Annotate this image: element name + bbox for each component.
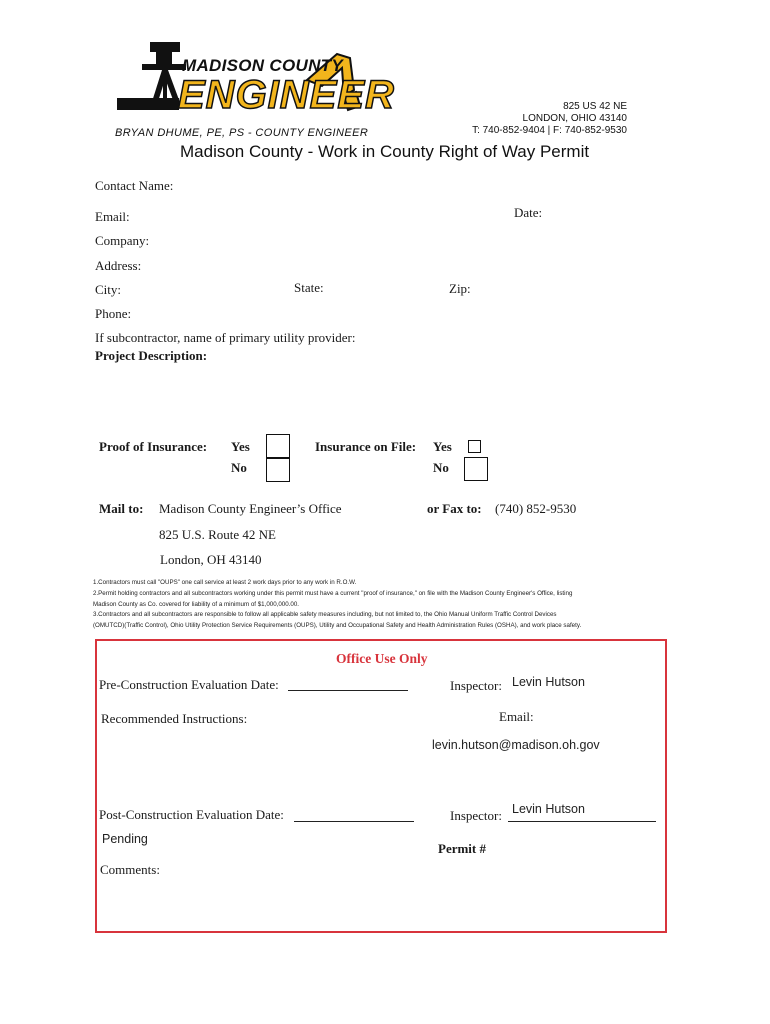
project-description-label: Project Description: bbox=[95, 348, 208, 363]
note-line: Madison County as Co. covered for liability of a minimum of $1,000,000.00. bbox=[93, 600, 300, 608]
note-line: (OMUTCD)(Traffic Control), Ohio Utility Protection Service Requirements (OUPS), Utility and Occupational Safety and Health Administration Rules (OSHA), and work place safety. bbox=[93, 622, 582, 630]
post-construction-date-line[interactable] bbox=[294, 821, 414, 822]
inspector-email[interactable]: levin.hutson@madison.oh.gov bbox=[432, 738, 600, 752]
inspector-label: Inspector: bbox=[450, 678, 502, 693]
permit-number-label: Permit # bbox=[438, 841, 487, 856]
pre-construction-date-line[interactable] bbox=[288, 690, 408, 691]
address-label: Address: bbox=[95, 258, 142, 273]
proof-of-insurance-label: Proof of Insurance: bbox=[99, 439, 208, 454]
office-use-title: Office Use Only bbox=[336, 651, 428, 666]
zip-label: Zip: bbox=[449, 281, 471, 296]
proof-no-checkbox[interactable] bbox=[266, 458, 290, 482]
comments-label: Comments: bbox=[100, 862, 160, 877]
proof-yes-checkbox[interactable] bbox=[266, 434, 290, 458]
phone-fax: T: 740-852-9404 | F: 740-852-9530 bbox=[472, 125, 627, 136]
address-line2: LONDON, OHIO 43140 bbox=[522, 113, 627, 124]
subcontractor-label: If subcontractor, name of primary utility provider: bbox=[95, 330, 356, 345]
page-title: Madison County - Work in County Right of Way Permit bbox=[180, 142, 590, 161]
pending-status: Pending bbox=[102, 832, 148, 846]
state-label: State: bbox=[294, 280, 324, 295]
insurance-on-file-label: Insurance on File: bbox=[315, 439, 417, 454]
inspector2-name[interactable]: Levin Hutson bbox=[512, 802, 585, 816]
inspector-name[interactable]: Levin Hutson bbox=[512, 675, 585, 689]
on-file-no-label: No bbox=[433, 460, 449, 475]
logo-line1: MADISON COUNTY bbox=[182, 56, 343, 75]
phone-label: Phone: bbox=[95, 306, 132, 321]
city-label: City: bbox=[95, 282, 122, 297]
proof-no-label: No bbox=[231, 460, 247, 475]
logo-line2: ENGINEER bbox=[178, 73, 395, 117]
logo bbox=[112, 40, 395, 135]
on-file-yes-checkbox[interactable] bbox=[468, 440, 481, 453]
fax-label: or Fax to: bbox=[427, 501, 482, 516]
office-address bbox=[420, 101, 627, 137]
notes bbox=[93, 578, 673, 632]
company-label: Company: bbox=[95, 233, 150, 248]
contact-name-label: Contact Name: bbox=[95, 178, 174, 193]
date-label: Date: bbox=[514, 205, 543, 220]
pre-construction-label: Pre-Construction Evaluation Date: bbox=[99, 677, 279, 692]
inspector2-label: Inspector: bbox=[450, 808, 502, 823]
inspector2-line bbox=[508, 821, 656, 822]
mail-to-label: Mail to: bbox=[99, 501, 144, 516]
recommended-instructions-label: Recommended Instructions: bbox=[101, 711, 248, 726]
email-label: Email: bbox=[95, 209, 130, 224]
mail-address-line1: Madison County Engineer’s Office bbox=[159, 501, 342, 516]
proof-yes-label: Yes bbox=[231, 439, 250, 454]
on-file-yes-label: Yes bbox=[433, 439, 452, 454]
on-file-no-checkbox[interactable] bbox=[464, 457, 488, 481]
address-line1: 825 US 42 NE bbox=[563, 101, 627, 112]
mail-address-line2: 825 U.S. Route 42 NE bbox=[159, 527, 276, 542]
post-construction-label: Post-Construction Evaluation Date: bbox=[99, 807, 284, 822]
note-line: 1.Contractors must call "OUPS" one call service at least 2 work days prior to any work in R.O.W. bbox=[93, 579, 357, 586]
fax-number: (740) 852-9530 bbox=[495, 501, 577, 516]
mail-address-line3: London, OH 43140 bbox=[160, 552, 262, 567]
email-office-label: Email: bbox=[499, 709, 534, 724]
engineer-name: BRYAN DHUME, PE, PS - COUNTY ENGINEER bbox=[115, 127, 369, 139]
note-line: 3.Contractors and all subcontractors are responsible to follow all applicable safety measures including, but not limited to, the Ohio Manual Uniform Traffic Control Devices bbox=[93, 611, 557, 619]
note-line: 2.Permit holding contractors and all subcontractors working under this permit must have a current "proof of insurance," on file with the Madison County Engineer's Office, listing bbox=[93, 589, 573, 597]
